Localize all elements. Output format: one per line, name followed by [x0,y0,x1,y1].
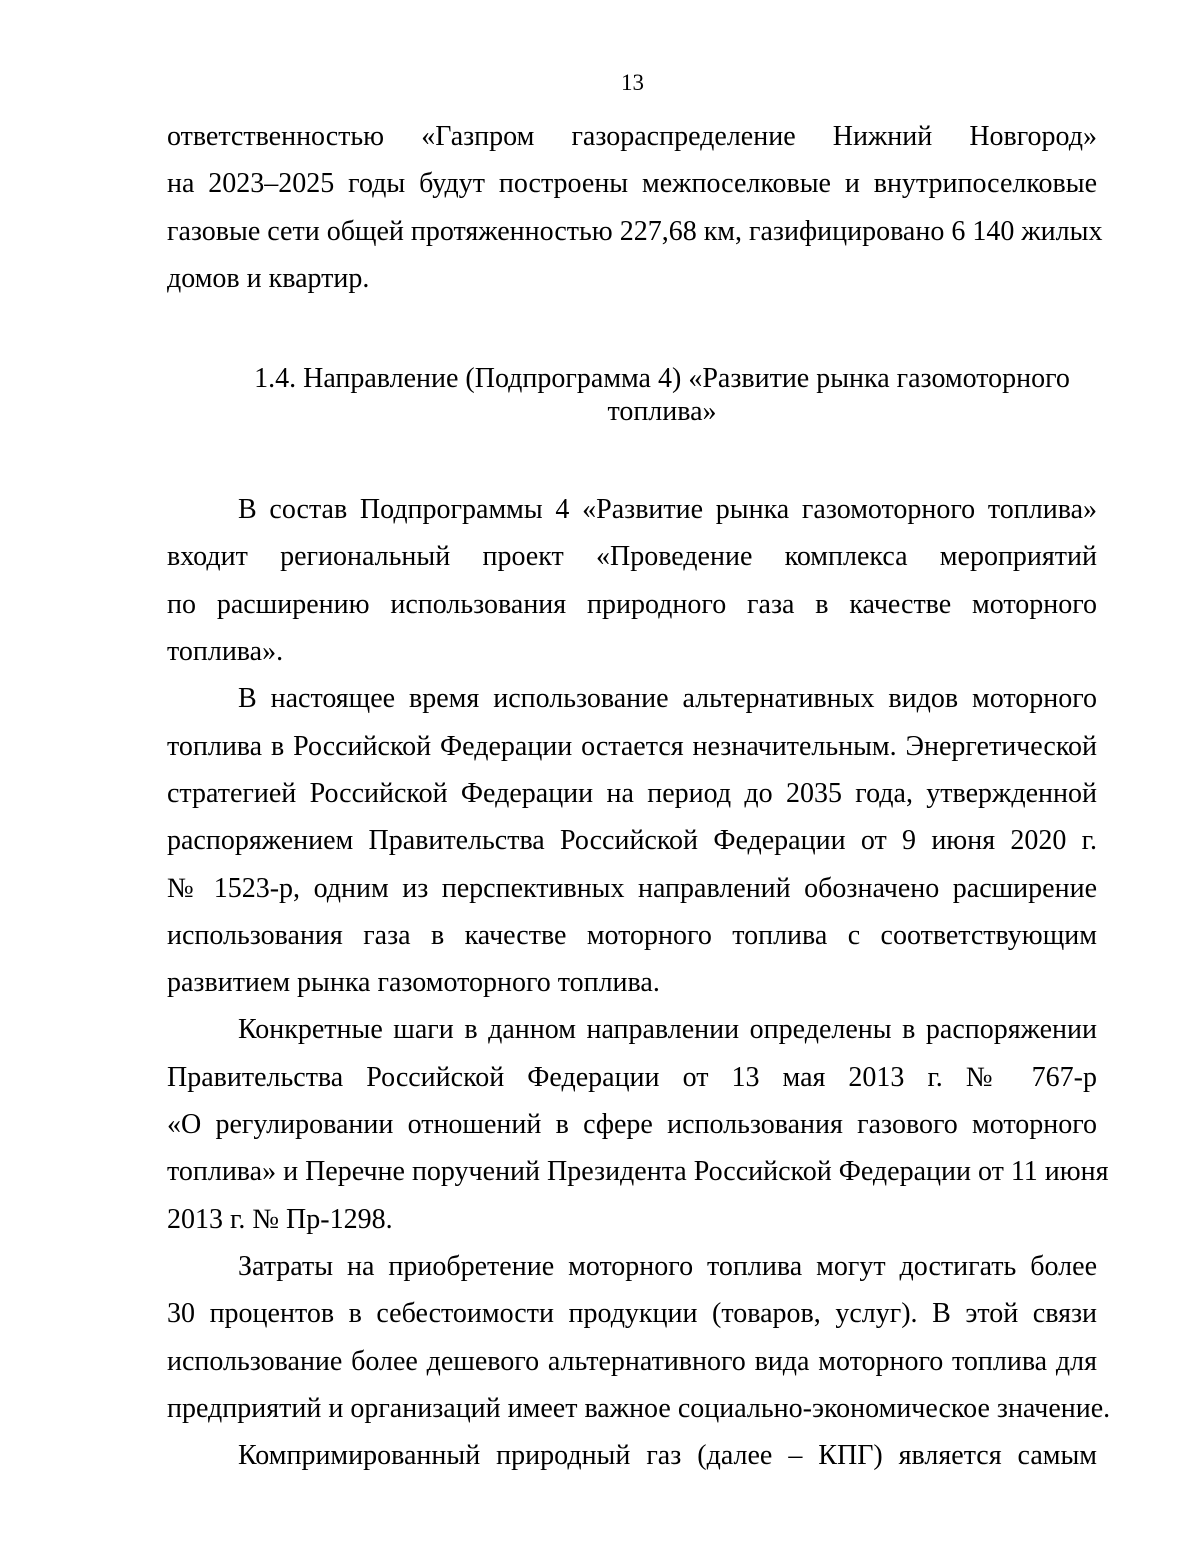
document-body [167,113,1111,1479]
heading-line: 1.4. Направление (Подпрограмма 4) «Развитие рынка газомоторного [254,363,1070,395]
text-line: использование более дешевого альтернативного вида моторного топлива для [167,1345,1097,1377]
text-line: Конкретные шаги в данном направлении определены в распоряжении [238,1014,1097,1046]
text-line: использования газа в качестве моторного топлива с соответствующим [167,919,1097,951]
paragraph-5 [167,1432,1097,1479]
paragraph-2 [167,675,1097,1006]
paragraph-1 [167,486,1097,675]
text-line: Затраты на приобретение моторного топлива могут достигать более [238,1250,1097,1282]
text-line: газовые сети общей протяженностью 227,68 км, газифицировано 6 140 жилых [167,215,1103,247]
text-line: В состав Подпрограммы 4 «Развитие рынка газомоторного топлива» [238,494,1097,526]
text-line: по расширению использования природного газа в качестве моторного [167,588,1097,620]
text-line: топлива» и Перечне поручений Президента Российской Федерации от 11 июня [167,1156,1109,1188]
text-line: В настоящее время использование альтернативных видов моторного [238,683,1097,715]
text-line: распоряжением Правительства Российской Федерации от 9 июня 2020 г. [167,825,1097,857]
text-line: входит региональный проект «Проведение комплекса мероприятий [167,541,1097,573]
text-line: развитием рынка газомоторного топлива. [167,967,660,999]
text-line: № 1523-р, одним из перспективных направлений обозначено расширение [167,872,1097,904]
text-line: Компримированный природный газ (далее – КПГ) является самым [238,1440,1097,1472]
text-line: 30 процентов в себестоимости продукции (товаров, услуг). В этой связи [167,1298,1097,1330]
paragraph-3 [167,1006,1109,1242]
paragraph-4 [167,1243,1111,1432]
text-line: топлива в Российской Федерации остается незначительным. Энергетической [167,730,1097,762]
text-line: предприятий и организаций имеет важное социально-экономическое значение. [167,1392,1111,1424]
text-line: стратегией Российской Федерации на период до 2035 года, утвержденной [167,777,1097,809]
text-line: ответственностью «Газпром газораспределение Нижний Новгород» [167,121,1097,152]
text-line: 2013 г. № Пр-1298. [167,1203,393,1235]
section-heading [167,362,1097,428]
text-line: топлива». [167,636,284,668]
heading-line: топлива» [607,396,717,428]
text-line: Правительства Российской Федерации от 13 мая 2013 г. № 767-р [167,1061,1097,1093]
intro-paragraph [167,113,1103,302]
page-number: 13 [621,70,644,95]
text-line: «О регулировании отношений в сфере использования газового моторного [167,1109,1097,1141]
text-line: на 2023–2025 годы будут построены межпоселковые и внутрипоселковые [167,168,1097,200]
text-line: домов и квартир. [167,262,370,294]
